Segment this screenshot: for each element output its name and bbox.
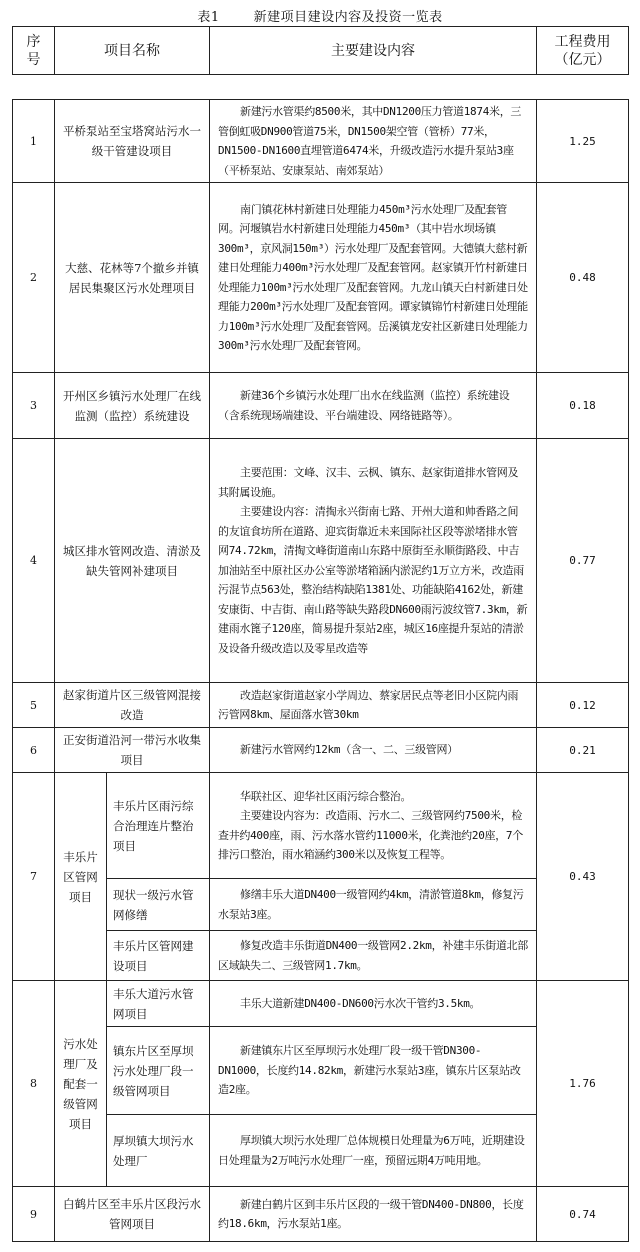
header-cost: 工程费用（亿元） <box>537 27 629 75</box>
table-subrow <box>13 981 629 1027</box>
row-number: 5 <box>13 683 55 728</box>
construction-content <box>210 879 537 931</box>
project-name: 大慈、花林等7个撤乡并镇居民集聚区污水处理项目 <box>55 183 210 373</box>
project-cost: 1.25 <box>537 100 629 183</box>
table-row <box>13 728 629 773</box>
table-row <box>13 100 629 183</box>
content-paragraph: 新建污水管网约12km（含一、二、三级管网） <box>240 743 458 757</box>
construction-content <box>210 439 537 683</box>
project-name: 城区排水管网改造、清淤及缺失管网补建项目 <box>55 439 210 683</box>
table-row <box>13 1187 629 1242</box>
row-number: 9 <box>13 1187 55 1242</box>
project-cost: 1.76 <box>537 981 629 1187</box>
table-row <box>13 683 629 728</box>
project-name: 丰乐片区管网项目 <box>55 773 107 981</box>
header-num: 序号 <box>13 27 55 75</box>
project-cost: 0.18 <box>537 373 629 439</box>
content-paragraph: 主要建设内容为：改造雨、污水二、三级管网约7500米，检查井约400座，雨、污水落水管约11000米，化粪池约20座，7个排污口整治，雨水箱涵约300米以及恢复工程等。 <box>218 809 523 861</box>
project-name: 开州区乡镇污水处理厂在线监测（监控）系统建设 <box>55 373 210 439</box>
construction-content <box>210 1027 537 1115</box>
construction-content <box>210 981 537 1027</box>
spacer-row <box>13 75 629 100</box>
caption-number: 表1 <box>197 10 220 25</box>
project-cost: 0.48 <box>537 183 629 373</box>
content-paragraph: 新建镇东片区至厚坝污水处理厂段一级干管DN300-DN1000，长度约14.82km，新建污水泵站3座，镇东片区泵站改造2座。 <box>218 1044 521 1097</box>
project-cost: 0.12 <box>537 683 629 728</box>
content-paragraph: 改造赵家街道赵家小学周边、蔡家居民点等老旧小区院内雨污管网8km、屋面落水管30km <box>218 688 519 721</box>
table-row <box>13 439 629 683</box>
content-paragraph: 新建白鹤片区到丰乐片区段的一级干管DN400-DN800，长度约18.6km，污水泵站1座。 <box>218 1197 524 1230</box>
content-paragraph: 主要范围：文峰、汉丰、云枫、镇东、赵家街道排水管网及其附属设施。 <box>218 466 519 499</box>
construction-content <box>210 683 537 728</box>
construction-content <box>210 373 537 439</box>
content-paragraph: 新建36个乡镇污水处理厂出水在线监测（监控）系统建设（含系统现场端建设、平台端建设、网络链路等）。 <box>218 389 510 422</box>
construction-content <box>210 728 537 773</box>
content-paragraph: 厚坝镇大坝污水处理厂总体规模日处理量为6万吨，近期建设日处理量为2万吨污水处理厂一座，预留远期4万吨用地。 <box>218 1134 525 1167</box>
subproject-name: 丰乐片区雨污综合治理连片整治项目 <box>107 773 210 879</box>
row-number: 3 <box>13 373 55 439</box>
subproject-name: 丰乐片区管网建设项目 <box>107 931 210 981</box>
subproject-name: 镇东片区至厚坝污水处理厂段一级管网项目 <box>107 1027 210 1115</box>
table-header-row <box>13 27 629 75</box>
project-cost: 0.43 <box>537 773 629 981</box>
content-paragraph: 丰乐大道新建DN400-DN600污水次干管约3.5km。 <box>240 996 481 1010</box>
header-name: 项目名称 <box>55 27 210 75</box>
construction-content <box>210 183 537 373</box>
project-cost: 0.21 <box>537 728 629 773</box>
content-paragraph: 主要建设内容：清掏永兴街南七路、开州大道和帅香路之间的友谊食坊所在道路、迎宾街靠近未来国际社区段等淤堵排水管网74.72km，清掏文峰街道南山东路中原街至永顺街路段、中吉加油站至中原社区办公室等淤堵箱涵内淤泥约1万立方米，改造雨污混节点563处，整治结构缺陷1381处、功能缺陷4162处，新建安康街、中吉街、南山路等缺失路段DN600雨污波纹管7.3km，新建雨水篦子120座，简易提升泵站2座，城区16座提升泵站的清淤及设备升级改造以及零星改造等 <box>218 505 528 655</box>
content-paragraph: 华联社区、迎华社区雨污综合整治。 <box>240 789 412 803</box>
project-cost: 0.77 <box>537 439 629 683</box>
table-caption <box>0 6 640 25</box>
construction-content <box>210 773 537 879</box>
investment-table <box>12 26 629 1242</box>
table-row <box>13 183 629 373</box>
row-number: 1 <box>13 100 55 183</box>
project-name: 赵家街道片区三级管网混接改造 <box>55 683 210 728</box>
table-subrow <box>13 773 629 879</box>
content-paragraph: 南门镇花林村新建日处理能力450m³污水处理厂及配套管网。河堰镇岩水村新建日处理能力450m³（其中岩水坝场镇300m³，京风洞150m³）污水处理厂及配套管网。大德镇大慈村新建日处理能力400m³污水处理厂及配套管网。赵家镇开竹村新建日处理能力100m³污水处理厂及配套管网。九龙山镇天白村新建日处理能力200m³污水处理厂及配套管网。谭家镇锦竹村新建日处理能力100m³污水处理厂及配套管网。岳溪镇龙安社区新建日处理能力300m³污水处理厂及配套管网。 <box>218 202 528 352</box>
project-name: 污水处理厂及配套一级管网项目 <box>55 981 107 1187</box>
construction-content <box>210 1115 537 1187</box>
construction-content <box>210 1187 537 1242</box>
row-number: 4 <box>13 439 55 683</box>
row-number: 8 <box>13 981 55 1187</box>
row-number: 2 <box>13 183 55 373</box>
row-number: 6 <box>13 728 55 773</box>
project-name: 正安街道沿河一带污水收集项目 <box>55 728 210 773</box>
construction-content <box>210 931 537 981</box>
project-cost: 0.74 <box>537 1187 629 1242</box>
header-content: 主要建设内容 <box>210 27 537 75</box>
project-name: 平桥泵站至宝塔窝站污水一级干管建设项目 <box>55 100 210 183</box>
project-name: 白鹤片区至丰乐片区段污水管网项目 <box>55 1187 210 1242</box>
content-paragraph: 修复改造丰乐街道DN400一级管网2.2km，补建丰乐街道北部区域缺失二、三级管网1.7km。 <box>218 939 528 972</box>
caption-title: 新建项目建设内容及投资一览表 <box>253 10 443 25</box>
construction-content <box>210 100 537 183</box>
content-paragraph: 修缮丰乐大道DN400一级管网约4km，清淤管道8km，修复污水泵站3座。 <box>218 888 524 921</box>
row-number: 7 <box>13 773 55 981</box>
subproject-name: 丰乐大道污水管网项目 <box>107 981 210 1027</box>
table-row <box>13 373 629 439</box>
content-paragraph: 新建污水管渠约8500米，其中DN1200压力管道1874米，三管倒虹吸DN900管道75米，DN1500架空管（管桥）77米，DN1500-DN1600直埋管道6474米，升级改造污水提升泵站3座（平桥泵站、安康泵站、南郊泵站） <box>218 105 522 177</box>
subproject-name: 厚坝镇大坝污水处理厂 <box>107 1115 210 1187</box>
subproject-name: 现状一级污水管网修缮 <box>107 879 210 931</box>
